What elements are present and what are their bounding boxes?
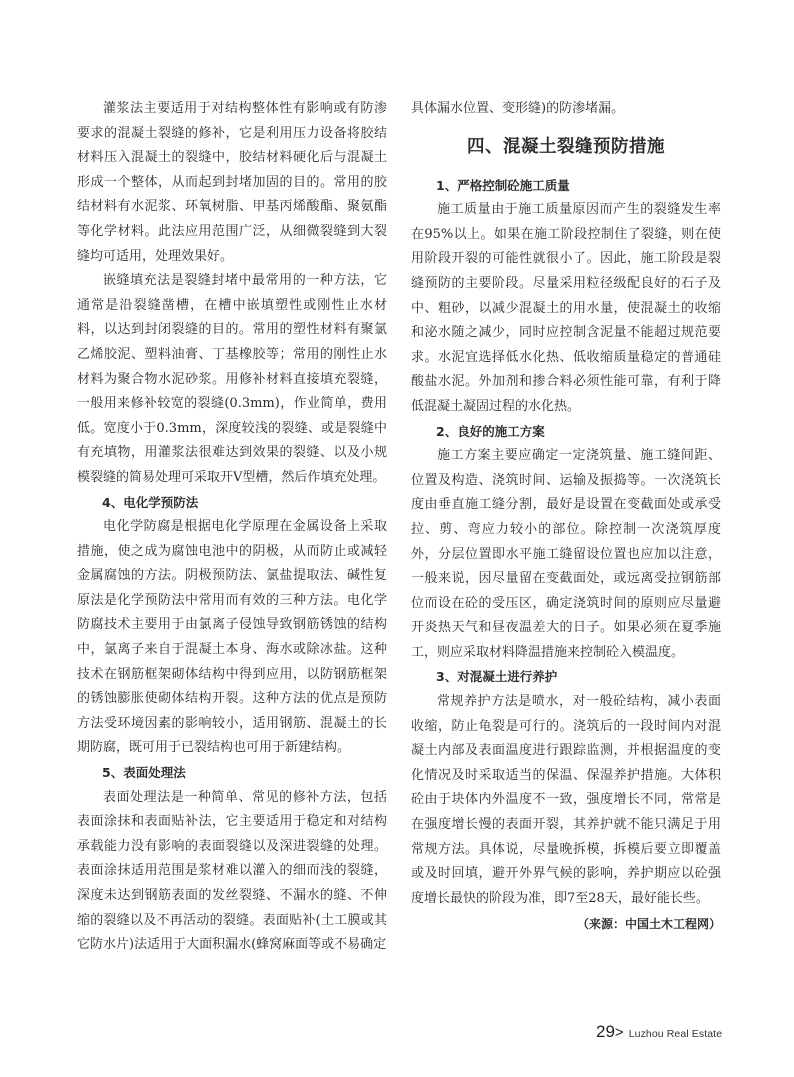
page-footer [596,1022,776,1044]
source-credit: （来源：中国土木工程网） [576,917,721,932]
paragraph-surface-treatment: 表面处理法是一种简单、常见的修补方法，包括表面涂抹和表面贴补法，它主要适用于稳定和对结构承载能力没有影响的表面裂缝以及深进裂缝的处理。表面涂抹适用范围是浆材难以灌入的细而浅的裂缝，深度未达到钢筋表面的发丝裂缝、不漏水的缝、不伸缩的裂缝以及不再活动的裂缝。表面贴补(土工膜或其它防水片)法适用于大面积漏水(蜂窝麻面等或不易确定 [77,789,387,953]
paragraph-curing: 常规养护方法是喷水，对一般砼结构，减小表面收缩，防止龟裂是可行的。浇筑后的一段时间内对混凝土内部及表面温度进行跟踪监测，并根据温度的变化情况及时采取适当的保温、保湿养护措施。大体积砼由于块体内外温度不一致，强度增长不同，常常是在强度增长慢的表面开裂，其养护就不能只满足于用常规方法。具体说，尽量晚拆模，拆模后要立即覆盖或及时回填，避开外界气候的影响，养护期应以砼强度增长最快的阶段为准，即7至28天，最好能长些。 [411,694,721,906]
paragraph-caulking: 嵌缝填充法是裂缝封堵中最常用的一种方法，它通常是沿裂缝凿槽，在槽中嵌填塑性或刚性止水材料，以达到封闭裂缝的目的。常用的塑性材料有聚氯乙烯胶泥、塑料油膏、丁基橡胶等；常用的刚性止水材料为聚合物水泥砂浆。用修补材料直接填充裂缝，一般用来修补较宽的裂缝(0.3mm)，作业简单，费用低。宽度小于0.3mm，深度较浅的裂缝、或是裂缝中有充填物，用灌浆法很难达到效果的裂缝、以及小规模裂缝的简易处理可采取开V型槽，然后作填充处理。 [77,273,387,485]
paragraph-quality-control: 施工质量由于施工质量原因而产生的裂缝发生率在95%以上。如果在施工阶段控制住了裂缝，则在使用阶段开裂的可能性就很小了。因此，施工阶段是裂缝预防的主要阶段。尽量采用粒径级配良好的石子及中、粗砂，以减少混凝土的用水量，使混凝土的收缩和泌水随之减少，同时应控制含泥量不能超过规范要求。水泥宜选择低水化热、低收缩质量稳定的普通硅酸盐水泥。外加剂和掺合料必须性能可靠，有利于降低混凝土凝固过程的水化热。 [411,202,721,414]
subheading-surface-treatment: 5、表面处理法 [102,765,186,781]
paragraph-continuation: 具体漏水位置、变形缝)的防渗堵漏。 [411,101,625,116]
right-column [411,97,721,937]
paragraph-construction-plan: 施工方案主要应确定一定浇筑量、施工缝间距、位置及构造、浇筑时间、运输及振捣等。一次浇筑长度由垂直施工缝分割，最好是设置在变截面处或承受拉、剪、弯应力较小的部位。除控制一次浇筑厚度外，分层位置即水平施工缝留设位置也应加以注意，一般来说，因尽量留在变截面处，或远离受拉钢筋部位而设在砼的受压区，确定浇筑时间的原则应尽量避开炎热天气和昼夜温差大的日子。如果必须在夏季施工，则应采取材料降温措施来控制砼入模温度。 [411,448,721,660]
subheading-construction-plan: 2、良好的施工方案 [436,423,545,439]
magazine-brand: Luzhou Real Estate [628,1028,723,1040]
subheading-quality-control: 1、严格控制砼施工质量 [436,177,570,193]
subheading-electrochemical: 4、电化学预防法 [102,494,199,510]
page-number: 29 [596,1022,615,1041]
paragraph-electrochemical: 电化学防腐是根据电化学原理在金属设备上采取措施，使之成为腐蚀电池中的阴极，从而防止或减轻金属腐蚀的方法。阴极预防法、氯盐提取法、碱性复原法是化学预防法中常用而有效的三种方法。电化学防腐技术主要用于由氯离子侵蚀导致钢筋锈蚀的结构中，氯离子来自于混凝土本身、海水或除冰盐。这种技术在钢筋框架砌体结构中得到应用，以防钢筋框架的锈蚀膨胀使砌体结构开裂。这种方法的优点是预防方法受环境因素的影响较小，适用钢筋、混凝土的长期防腐，既可用于已裂结构也可用于新建结构。 [77,519,387,756]
paragraph-grouting: 灌浆法主要适用于对结构整体性有影响或有防渗要求的混凝土裂缝的修补，它是利用压力设备将胶结材料压入混凝土的裂缝中，胶结材料硬化后与混凝土形成一个整体，从而起到封堵加固的目的。常用的胶结材料有水泥浆、环氧树脂、甲基丙烯酸酯、聚氨酯等化学材料。此法应用范围广泛，从细微裂缝到大裂缝均可适用，处理效果好。 [77,101,387,264]
footer-arrow-icon: > [614,1024,624,1041]
section-title: 四、混凝土裂缝预防措施 [467,136,665,157]
subheading-curing: 3、对混凝土进行养护 [436,669,558,685]
left-column [77,97,387,958]
